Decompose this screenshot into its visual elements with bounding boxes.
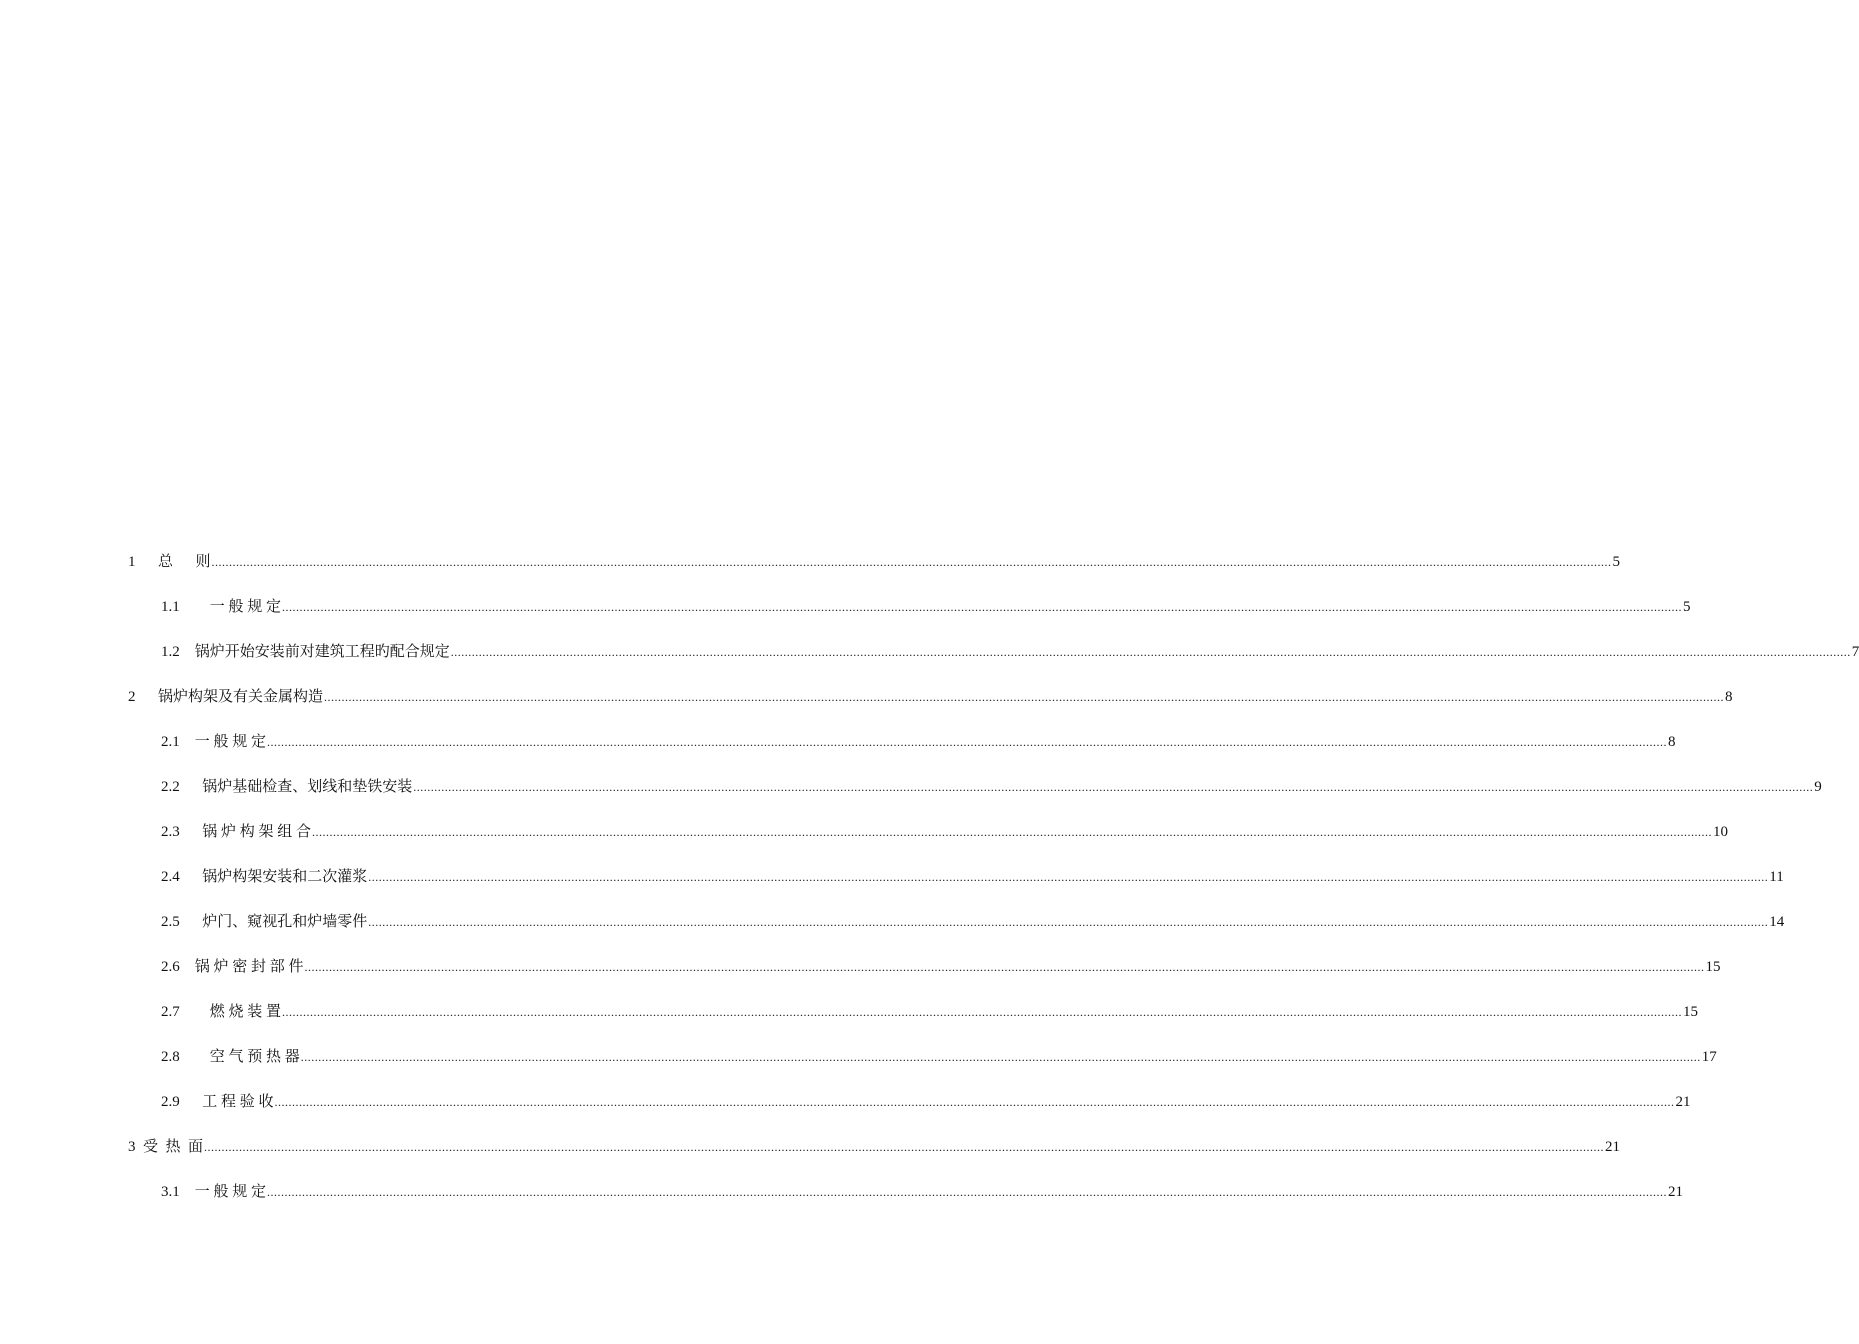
toc-entry-title: 一 般 规 定 — [209, 599, 282, 615]
toc-entry-page-number: 5 — [1612, 554, 1621, 570]
toc-entry-title: 锅炉构架及有关金属构造 — [158, 689, 324, 705]
toc-entry-gap — [180, 909, 203, 935]
toc-dot-leader: ................................................................................................................................................................................................................................................................................................................................................................................................................ — [274, 1095, 1675, 1109]
toc-entry-title: 炉门、窥视孔和炉墙零件 — [202, 914, 368, 930]
toc-entry-gap — [180, 639, 195, 665]
toc-entry-number: 3 — [128, 1139, 136, 1155]
toc-entry-page-number: 11 — [1769, 869, 1784, 885]
toc-entry-number: 2.4 — [161, 869, 180, 885]
toc-entry-gap — [180, 954, 195, 980]
toc-entry-gap — [136, 1134, 144, 1160]
toc-entry-page-number: 15 — [1683, 1004, 1699, 1020]
toc-dot-leader: ................................................................................................................................................................................................................................................................................................................................................................................................................ — [312, 825, 1713, 839]
toc-entry-gap — [136, 684, 159, 710]
toc-entry-gap — [136, 549, 159, 575]
toc-dot-leader: ................................................................................................................................................................................................................................................................................................................................................................................................................ — [450, 645, 1851, 659]
toc-dot-leader: ................................................................................................................................................................................................................................................................................................................................................................................................................ — [282, 1005, 1683, 1019]
toc-entry-number: 2.2 — [161, 779, 180, 795]
toc-entry[interactable] — [161, 1044, 1717, 1070]
toc-dot-leader: ................................................................................................................................................................................................................................................................................................................................................................................................................ — [368, 915, 1769, 929]
toc-entry-gap — [180, 594, 210, 620]
toc-entry-gap — [180, 774, 203, 800]
toc-entry-title: 锅炉构架安装和二次灌浆 — [202, 869, 368, 885]
toc-entry-page-number: 21 — [1668, 1184, 1684, 1200]
toc-entry-page-number: 5 — [1683, 599, 1691, 615]
toc-entry-gap — [180, 864, 203, 890]
toc-entry-title: 一 般 规 定 — [194, 734, 267, 750]
toc-dot-leader: ................................................................................................................................................................................................................................................................................................................................................................................................................ — [304, 960, 1705, 974]
toc-entry-gap — [180, 1089, 203, 1115]
toc-entry[interactable] — [161, 1089, 1691, 1115]
toc-entry-number: 2.6 — [161, 959, 180, 975]
toc-entry-number: 2.1 — [161, 734, 180, 750]
toc-entry-title: 燃 烧 装 置 — [209, 1004, 282, 1020]
toc-entry[interactable] — [161, 639, 1859, 665]
toc-entry[interactable] — [161, 909, 1785, 935]
toc-entry-gap — [180, 999, 210, 1025]
toc-dot-leader: ................................................................................................................................................................................................................................................................................................................................................................................................................ — [282, 600, 1683, 614]
toc-entry[interactable] — [128, 684, 1733, 710]
toc-entry-number: 1 — [128, 554, 136, 570]
toc-entry-title: 工 程 验 收 — [202, 1094, 274, 1110]
toc-entry-number: 2.9 — [161, 1094, 180, 1110]
toc-entry-page-number: 14 — [1769, 914, 1785, 930]
toc-entry[interactable] — [161, 999, 1699, 1025]
toc-entry[interactable] — [161, 864, 1784, 890]
toc-dot-leader: ................................................................................................................................................................................................................................................................................................................................................................................................................ — [368, 870, 1769, 884]
toc-entry-page-number: 8 — [1668, 734, 1676, 750]
toc-dot-leader: ................................................................................................................................................................................................................................................................................................................................................................................................................ — [211, 555, 1612, 569]
toc-entry[interactable] — [161, 819, 1729, 845]
toc-entry[interactable] — [128, 1134, 1621, 1160]
toc-entry-page-number: 10 — [1713, 824, 1729, 840]
toc-dot-leader: ................................................................................................................................................................................................................................................................................................................................................................................................................ — [267, 1185, 1668, 1199]
toc-entry[interactable] — [161, 729, 1676, 755]
toc-entry-title: 锅炉基础检查、划线和垫铁安装 — [202, 779, 413, 795]
toc-entry-number: 2 — [128, 689, 136, 705]
toc-entry-number: 1.1 — [161, 599, 180, 615]
toc-entry-page-number: 21 — [1675, 1094, 1691, 1110]
toc-entry-page-number: 7 — [1851, 644, 1859, 660]
toc-entry-title: 锅 炉 构 架 组 合 — [202, 824, 312, 840]
toc-entry-number: 2.8 — [161, 1049, 180, 1065]
toc-entry-gap — [180, 1044, 210, 1070]
toc-entry-page-number: 17 — [1701, 1049, 1717, 1065]
toc-entry-title: 总 则 — [158, 554, 211, 570]
toc-entry-title: 空 气 预 热 器 — [209, 1049, 300, 1065]
toc-entry[interactable] — [161, 594, 1691, 620]
toc-entry-page-number: 15 — [1705, 959, 1721, 975]
toc-entry-title: 一 般 规 定 — [194, 1184, 267, 1200]
toc-dot-leader: ................................................................................................................................................................................................................................................................................................................................................................................................................ — [267, 735, 1668, 749]
toc-entry-number: 2.7 — [161, 1004, 180, 1020]
toc-entry[interactable] — [161, 1179, 1684, 1205]
toc-dot-leader: ................................................................................................................................................................................................................................................................................................................................................................................................................ — [204, 1140, 1605, 1154]
toc-entry-page-number: 21 — [1605, 1139, 1621, 1155]
toc-entry-number: 2.5 — [161, 914, 180, 930]
toc-entry-page-number: 9 — [1814, 779, 1822, 795]
toc-dot-leader: ................................................................................................................................................................................................................................................................................................................................................................................................................ — [324, 690, 1725, 704]
toc-entry-title: 锅 炉 密 封 部 件 — [194, 959, 304, 975]
toc-dot-leader: ................................................................................................................................................................................................................................................................................................................................................................................................................ — [300, 1050, 1701, 1064]
toc-entry-title: 锅炉开始安装前对建筑工程旳配合规定 — [194, 644, 450, 660]
toc-entry[interactable] — [161, 954, 1721, 980]
toc-entry-gap — [180, 729, 195, 755]
toc-entry-number: 1.2 — [161, 644, 180, 660]
toc-entry-page-number: 8 — [1725, 689, 1733, 705]
toc-entry[interactable] — [161, 774, 1822, 800]
toc-entry-number: 2.3 — [161, 824, 180, 840]
toc-entry-gap — [180, 1179, 195, 1205]
toc-entry[interactable] — [128, 549, 1621, 575]
toc-entry-gap — [180, 819, 203, 845]
toc-dot-leader: ................................................................................................................................................................................................................................................................................................................................................................................................................ — [413, 780, 1814, 794]
toc-entry-number: 3.1 — [161, 1184, 180, 1200]
toc-entry-title: 受 热 面 — [143, 1139, 204, 1155]
